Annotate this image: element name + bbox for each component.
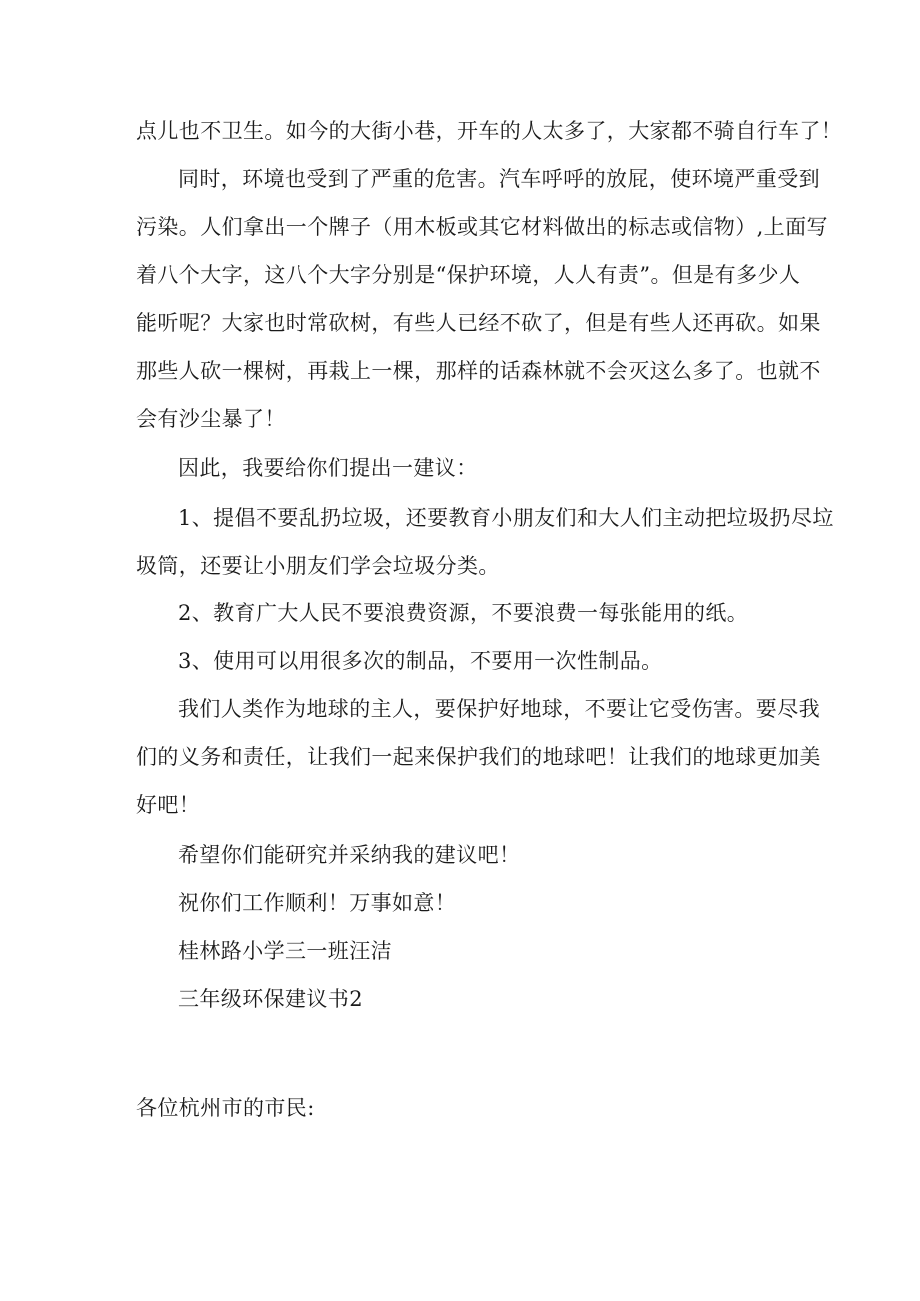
paragraph-line: 好吧！ <box>136 793 201 817</box>
paragraph-line: 我们人类作为地球的主人，要保护好地球，不要让它受伤害。要尽我 <box>178 697 820 721</box>
signature-line: 桂林路小学三一班汪洁 <box>178 939 392 963</box>
paragraph-line: 因此，我要给你们提出一建议： <box>178 456 478 480</box>
section-heading: 三年级环保建议书2 <box>178 987 363 1011</box>
paragraph-line: 那些人砍一棵树，再栽上一棵，那样的话森林就不会灭这么多了。也就不 <box>136 359 821 383</box>
list-item: 1、提倡不要乱扔垃圾，还要教育小朋友们和大人们主动把垃圾扔尽垃 <box>178 506 834 530</box>
salutation: 各位杭州市的市民: <box>136 1096 315 1120</box>
list-item: 2、教育广大人民不要浪费资源，不要浪费一每张能用的纸。 <box>178 601 749 625</box>
paragraph-line: 们的义务和责任，让我们一起来保护我们的地球吧！让我们的地球更加美 <box>136 745 821 769</box>
closing-line: 祝你们工作顺利！万事如意！ <box>178 891 457 915</box>
list-item-continuation: 圾筒，还要让小朋友们学会垃圾分类。 <box>136 554 500 578</box>
closing-line: 希望你们能研究并采纳我的建议吧！ <box>178 843 521 867</box>
list-item: 3、使用可以用很多次的制品，不要用一次性制品。 <box>178 649 663 673</box>
paragraph-line: 能听呢？大家也时常砍树，有些人已经不砍了，但是有些人还再砍。如果 <box>136 311 821 335</box>
paragraph-line: 同时，环境也受到了严重的危害。汽车呼呼的放屁，使环境严重受到 <box>178 167 820 191</box>
paragraph-line: 着八个大字，这八个大字分别是“保护环境，人人有责”。但是有多少人 <box>136 263 801 287</box>
paragraph-line: 会有沙尘暴了！ <box>136 407 286 431</box>
paragraph-line: 点儿也不卫生。如今的大街小巷，开车的人太多了，大家都不骑自行车了！ <box>136 119 843 143</box>
paragraph-line: 污染。人们拿出一个牌子（用木板或其它材料做出的标志或信物）,上面写 <box>136 215 828 239</box>
